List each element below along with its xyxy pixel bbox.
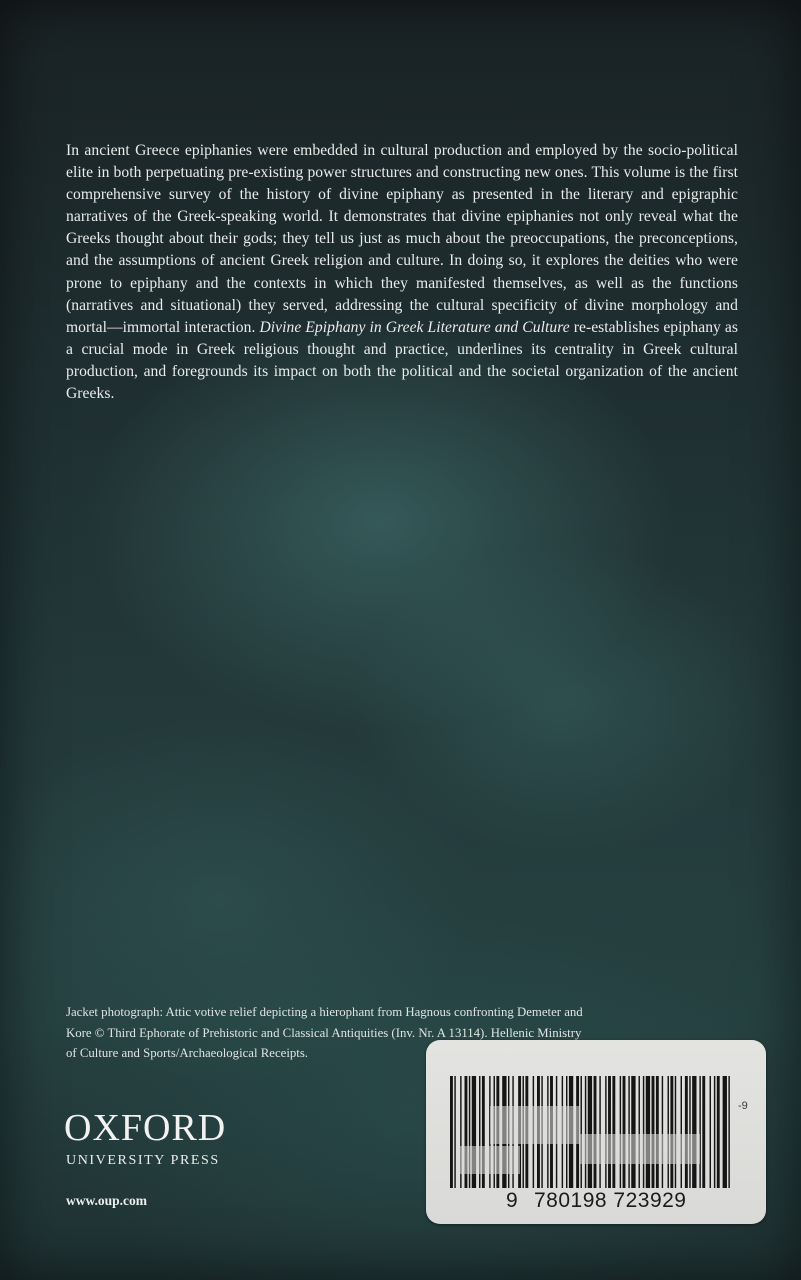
barcode-bar — [702, 1076, 705, 1188]
barcode-icon — [450, 1076, 732, 1188]
barcode-bar — [717, 1076, 720, 1188]
barcode-bar — [599, 1076, 600, 1188]
barcode-bar — [643, 1076, 644, 1188]
book-description — [66, 140, 738, 405]
barcode-wear — [580, 1134, 700, 1164]
barcode-bar — [608, 1076, 611, 1188]
barcode-bar — [620, 1076, 621, 1188]
barcode-bar — [714, 1076, 715, 1188]
credit-line-1: Jacket photograph: Attic votive relief depicting a hierophant from Hagnous confronting Demeter and — [66, 1005, 583, 1019]
barcode-bar — [670, 1076, 673, 1188]
publisher-logo-oxford: OXFORD — [64, 1107, 227, 1149]
barcode-bar — [723, 1076, 727, 1188]
barcode-bar — [454, 1076, 455, 1188]
barcode-bar — [605, 1076, 606, 1188]
barcode-bar — [710, 1076, 711, 1188]
barcode-bar — [728, 1076, 729, 1188]
barcode-bar — [646, 1076, 650, 1188]
book-title-italic: Divine Epiphany in Greek Literature and Culture — [259, 318, 570, 336]
barcode-bar — [699, 1076, 700, 1188]
barcode-bar — [668, 1076, 669, 1188]
barcode-bar — [662, 1076, 663, 1188]
barcode-number: 780198 723929 — [534, 1189, 687, 1212]
credit-line-2: Kore © Third Ephorate of Prehistoric and Classical Antiquities (Inv. Nr. A 13114). Hellenic Ministry — [66, 1025, 582, 1040]
barcode-bar — [692, 1076, 696, 1188]
barcode-bar — [652, 1076, 655, 1188]
barcode-wear — [460, 1146, 520, 1174]
barcode-bar — [594, 1076, 597, 1188]
barcode-bar — [689, 1076, 690, 1188]
barcode-bar — [681, 1076, 682, 1188]
barcode-bar — [623, 1076, 626, 1188]
barcode-bar — [588, 1076, 592, 1188]
barcode-first-digit: 9 — [506, 1189, 518, 1212]
barcode-bar — [685, 1076, 688, 1188]
publisher-website: www.oup.com — [66, 1193, 148, 1208]
barcode-bar — [628, 1076, 629, 1188]
barcode-bar — [631, 1076, 635, 1188]
barcode-bar — [656, 1076, 659, 1188]
barcode-bar — [585, 1076, 586, 1188]
description-text-part-2: re-establishes epiphany as a crucial mode in Greek religious thought and practice, underlines its centrality in Greek cultural production, and foregrounds its impact on both the political and the societal organization of the ancient Greeks. — [66, 318, 738, 403]
barcode-bar — [450, 1076, 453, 1188]
barcode-bar — [639, 1076, 640, 1188]
description-text-part-1: In ancient Greece epiphanies were embedded in cultural production and employed by the socio-political elite in both perpetuating pre-existing power structures and constructing new ones. This volume is the first comprehensive survey of the history of divine epiphany as presented in the literary and epigraphic narratives of the Greek-speaking world. It demonstrates that divine epiphanies not only reveal what the Greeks thought about their gods; they tell us just as much about the preoccupations, the preconceptions, and the assumptions of ancient Greek religion and culture. In doing so, it explores the deities who were prone to epiphany and the contexts in which they manifested themselves, as well as the functions (narratives and situational) they served, addressing the cultural specificity of divine morphology and mortal—immortal interaction. — [66, 142, 738, 336]
barcode-check-fragment: -9 — [738, 1100, 748, 1112]
barcode-bar — [612, 1076, 615, 1188]
barcode-bar — [581, 1076, 582, 1188]
credit-line-3: of Culture and Sports/Archaeological Receipts. — [66, 1046, 309, 1060]
barcode-wear — [490, 1106, 580, 1144]
barcode-bar — [675, 1076, 676, 1188]
publisher-logo-university-press: UNIVERSITY PRESS — [66, 1153, 220, 1168]
